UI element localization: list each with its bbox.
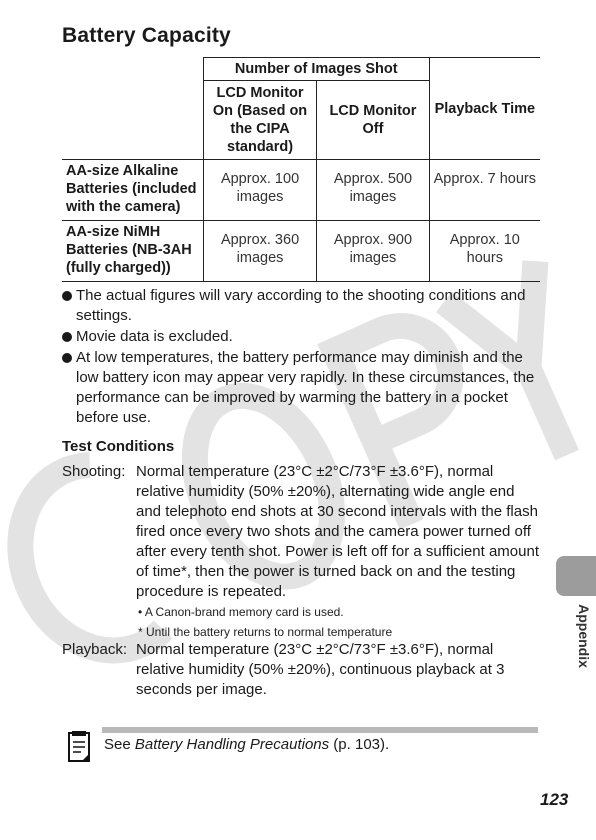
playback-condition	[62, 640, 540, 700]
shooting-condition	[62, 462, 540, 642]
shooting-note-footnote: * Until the battery returns to normal temperature	[138, 625, 393, 639]
playback-time-header: Playback Time	[429, 58, 540, 160]
bullet-dot-icon	[62, 353, 72, 363]
bullet-text: The actual figures will vary according to the shooting conditions and settings.	[76, 287, 526, 324]
number-of-images-header: Number of Images Shot	[203, 58, 429, 81]
reference-prefix: See	[104, 736, 135, 753]
lcd-off-header: LCD Monitor Off	[317, 81, 429, 160]
lcd-on-header: LCD Monitor On (Based on the CIPA standard)	[203, 81, 316, 160]
table-row	[62, 160, 540, 221]
cell-nimh-lcd-on: Approx. 360 images	[203, 221, 316, 282]
shooting-text: Normal temperature (23°C ±2°C/73°F ±3.6°F), normal relative humidity (50% ±20%), alternating wide angle end and telephoto end shots at 30 second intervals with the flash fired once every two shots and the camera power turned off after every tenth shot. Power is left off for a sufficient amount of time*, then the power is turned back on and the testing procedure is repeated.	[136, 463, 539, 600]
memo-note-icon	[64, 730, 94, 764]
page-title: Battery Capacity	[62, 24, 231, 47]
table-corner-empty	[62, 58, 203, 160]
cell-alkaline-lcd-off: Approx. 500 images	[317, 160, 429, 221]
table-row	[62, 221, 540, 282]
list-item	[62, 327, 540, 347]
test-conditions-heading: Test Conditions	[62, 438, 175, 455]
reference-suffix: (p. 103).	[329, 736, 390, 753]
list-item	[62, 348, 540, 428]
cell-alkaline-lcd-on: Approx. 100 images	[203, 160, 316, 221]
appendix-side-tab	[556, 556, 596, 596]
playback-text: Normal temperature (23°C ±2°C/73°F ±3.6°F), normal relative humidity (50% ±20%), continuous playback at 3 seconds per image.	[136, 641, 505, 698]
bullet-text: Movie data is excluded.	[76, 328, 233, 345]
bullet-text: At low temperatures, the battery performance may diminish and the low battery icon may appear very rapidly. In these circumstances, the performance can be improved by warming the battery in a pocket before use.	[76, 349, 535, 426]
battery-capacity-table	[62, 57, 540, 282]
cell-alkaline-playback: Approx. 7 hours	[429, 160, 540, 221]
playback-label: Playback:	[62, 641, 128, 658]
cell-nimh-playback: Approx. 10 hours	[429, 221, 540, 282]
appendix-side-label	[574, 596, 594, 676]
bullet-dot-icon	[62, 332, 72, 342]
appendix-label-text: Appendix	[576, 604, 592, 668]
shooting-label: Shooting:	[62, 463, 126, 480]
page-number: 123	[540, 790, 569, 809]
row-header-nimh: AA-size NiMH Batteries (NB-3AH (fully charged))	[62, 221, 203, 282]
notes-bullet-list	[62, 286, 540, 429]
bullet-dot-icon	[62, 291, 72, 301]
reference-line	[104, 735, 389, 755]
shooting-note-memory-card: • A Canon-brand memory card is used.	[138, 605, 344, 619]
reference-link[interactable]: Battery Handling Precautions	[134, 736, 330, 753]
reference-divider	[102, 727, 538, 733]
list-item	[62, 286, 540, 326]
cell-nimh-lcd-off: Approx. 900 images	[317, 221, 429, 282]
row-header-alkaline: AA-size Alkaline Batteries (included with the camera)	[62, 160, 203, 221]
